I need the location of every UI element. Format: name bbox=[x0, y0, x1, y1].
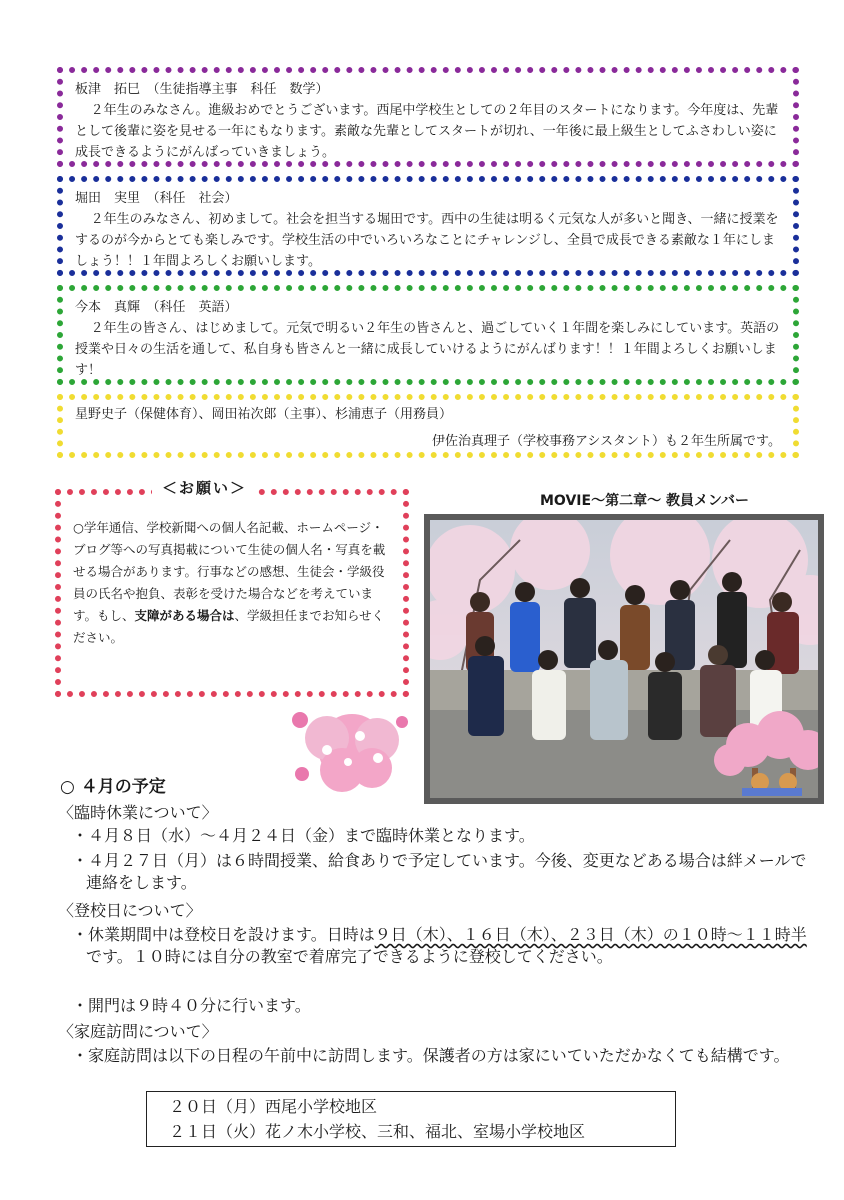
cherry-blossom-icon bbox=[282, 700, 412, 796]
staff-box bbox=[57, 394, 799, 458]
item-text: です。１０時には自分の教室で着席完了できるように登校してください。 bbox=[86, 947, 613, 966]
group-photo bbox=[424, 514, 824, 804]
teacher-header: 板津 拓巳 （生徒指導主事 科任 数学） bbox=[75, 82, 329, 97]
section-heading: 〈登校日について〉 bbox=[58, 901, 202, 920]
photo-caption: MOVIE～第二章～ 教員メンバー bbox=[540, 493, 749, 509]
request-box bbox=[55, 489, 409, 697]
list-item: ・４月８日（水）～４月２４日（金）まで臨時休業となります。 bbox=[72, 826, 535, 845]
table-row: ２１日（火）花ノ木小学校、三和、福北、室場小学校地区 bbox=[169, 1122, 586, 1141]
section-heading: 〈家庭訪問について〉 bbox=[58, 1022, 218, 1041]
list-item bbox=[72, 924, 812, 968]
item-dates: ９日（木）、１６日（木）、２３日（木）の１０時～１１時半 bbox=[374, 925, 807, 944]
request-bold: 支障がある場合は bbox=[134, 608, 235, 623]
teacher-box-hotta bbox=[57, 176, 799, 276]
section-heading: 〈臨時休業について〉 bbox=[58, 803, 218, 822]
list-item: ・開門は９時４０分に行います。 bbox=[72, 996, 311, 1015]
visit-schedule-table bbox=[146, 1091, 676, 1147]
teacher-box-imamoto bbox=[57, 285, 799, 385]
table-row: ２０日（月）西尾小学校地区 bbox=[169, 1097, 378, 1116]
teacher-box-itazu bbox=[57, 67, 799, 167]
teacher-message: ２年生の皆さん、はじめまして。元気で明るい２年生の皆さんと、過ごしていく１年間を楽しみにしています。英語の授業や日々の生活を通して、私自身も皆さんと一緒に成長していけるようにがんばります！！１年間よろしくお願いします！ bbox=[75, 321, 780, 378]
teacher-header: 堀田 実里 （科任 社会） bbox=[75, 191, 238, 206]
list-item: ・家庭訪問は以下の日程の午前中に訪問します。保護者の方は家にいていただかなくても結構です。 bbox=[72, 1046, 790, 1065]
list-item: ・４月２７日（月）は６時間授業、給食ありで予定しています。今後、変更などある場合は絆メールで連絡をします。 bbox=[72, 851, 807, 892]
teacher-message: ２年生のみなさん。進級おめでとうございます。西尾中学校生としての２年目のスタートになります。今年度は、先輩として後輩に姿を見せる一年にもなります。素敵な先輩としてスタートが切れ、一年後に最上級生としてふさわしい姿に成長できるようにがんばっていきましょう。 bbox=[75, 103, 779, 160]
teacher-header: 今本 真輝 （科任 英語） bbox=[75, 300, 238, 315]
request-title: ＜お願い＞ bbox=[152, 477, 257, 498]
teacher-message: ２年生のみなさん、初めまして。社会を担当する堀田です。西中の生徒は明るく元気な人が多いと聞き、一緒に授業をするのが今からとても楽しみです。学校生活の中でいろいろなことにチャレンジし、全員で成長できる素敵な１年にしましょう！！１年間よろしくお願いします。 bbox=[75, 212, 779, 269]
request-text-end: 、学級担任までお知らせください。 bbox=[73, 608, 385, 645]
staff-line-1: 星野史子（保健体育）、岡田祐次郎（主事）、杉浦恵子（用務員） bbox=[75, 407, 453, 422]
staff-line-2: 伊佐治真理子（学校事務アシスタント）も２年生所属です。 bbox=[431, 434, 781, 449]
group-photo-image bbox=[430, 520, 818, 798]
request-text: ○学年通信、学校新聞への個人名記載、ホームページ・ブログ等への写真掲載について生徒の個人名・写真を載せる場合があります。行事などの感想、生徒会・学級役員の氏名や抱負、表彰を受けた場合などを考えています。もし、 bbox=[73, 520, 386, 623]
item-text: ・休業期間中は登校日を設けます。日時は bbox=[72, 925, 375, 944]
schedule-title: ○ ４月の予定 bbox=[60, 777, 166, 797]
